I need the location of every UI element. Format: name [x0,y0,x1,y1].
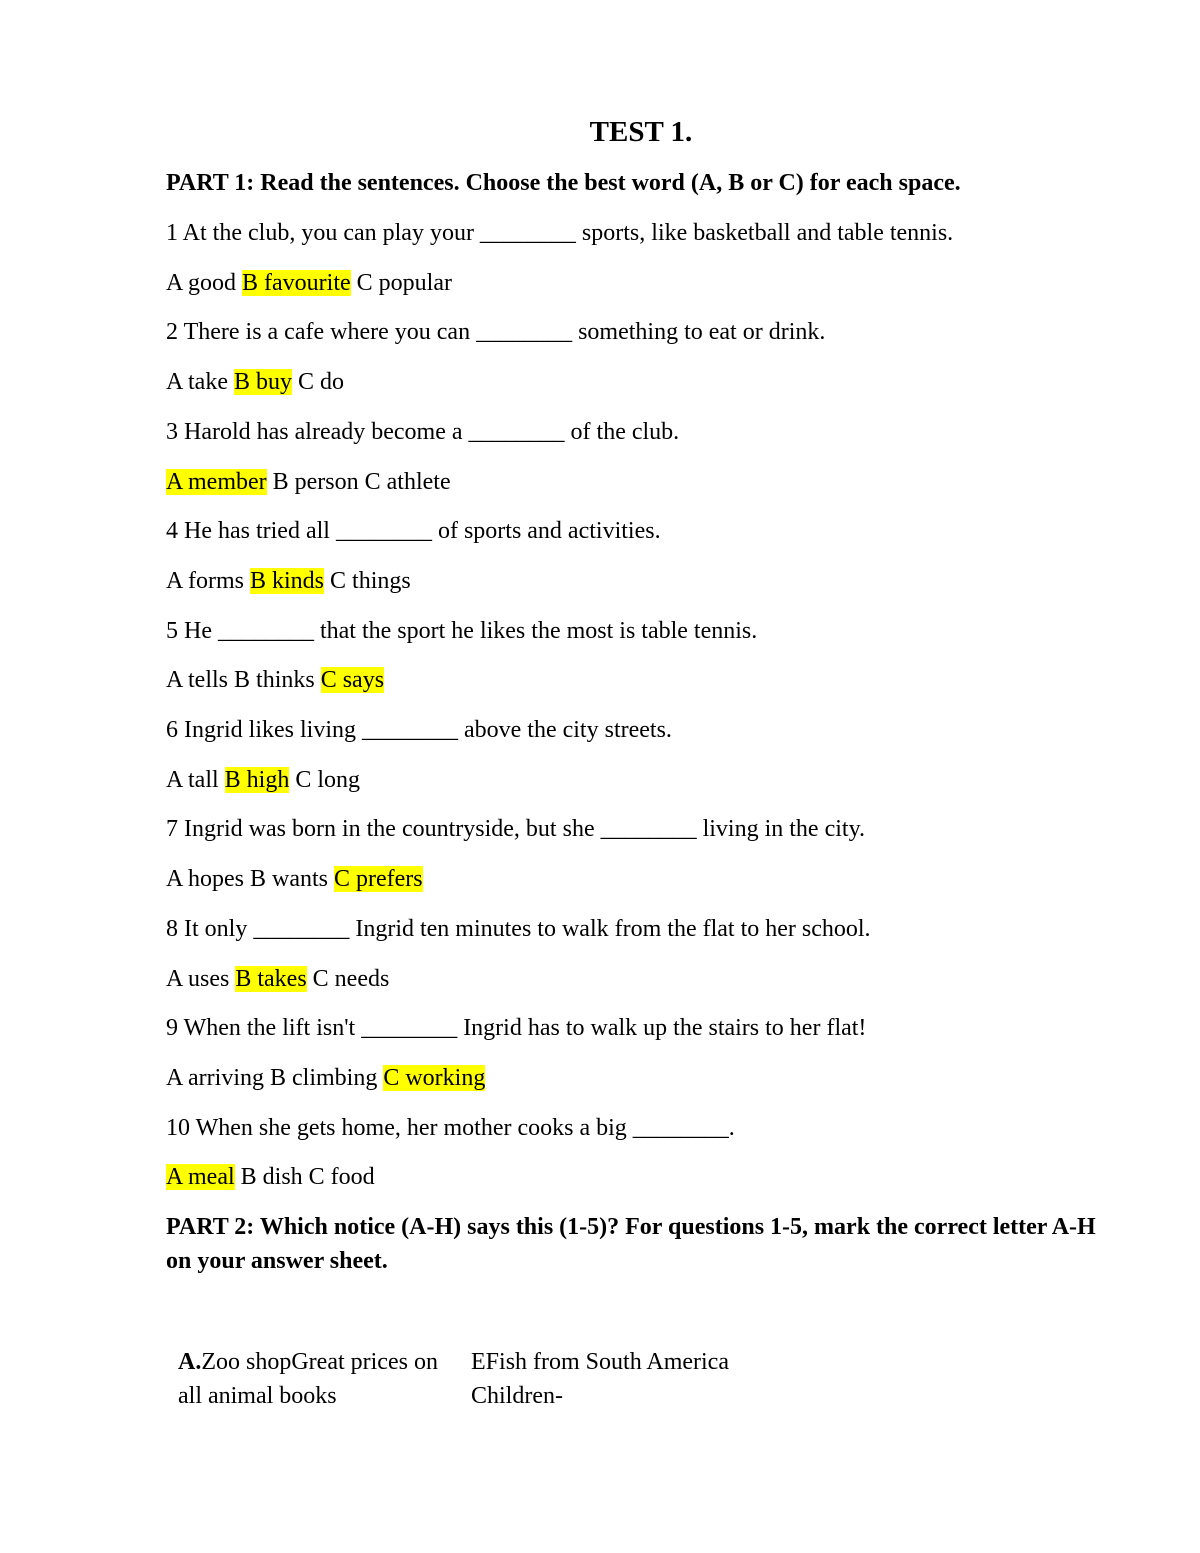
notice-text: Zoo shopGreat prices on all animal books [178,1349,438,1409]
answer-option-correct: A meal [166,1164,235,1191]
answer-option: C needs [312,965,390,992]
question-sentence: 8 It only ________ Ingrid ten minutes to walk from the flat to her school. [166,915,871,942]
question-sentence: 1 At the club, you can play your ________ sports, like basketball and table tennis. [166,220,954,246]
answer-option: C popular [356,269,452,296]
answer-option: C athlete [364,468,451,495]
answer-option-correct: B buy [233,369,292,396]
answer-option: A forms [166,567,244,594]
question-sentence: 10 When she gets home, her mother cooks a big ________. [166,1114,735,1141]
answer-option: C do [298,369,345,396]
answer-option: A arriving [166,1064,264,1091]
answer-option-correct: A member [166,468,267,495]
answer-option: B wants [250,866,328,893]
notice-e [471,1345,751,1413]
answer-options [166,1061,485,1095]
answer-option: C food [308,1164,375,1191]
answer-options [166,1160,375,1194]
answer-options [166,465,451,499]
question-sentence: 7 Ingrid was born in the countryside, but she ________ living in the city. [166,816,866,843]
question-sentence: 2 There is a cafe where you can ________ something to eat or drink. [166,319,826,346]
part2-instruction: PART 2: Which notice (A-H) says this (1-5)? For questions 1-5, mark the correct letter A-H on your answer sheet. [166,1214,1096,1274]
part1-instruction: PART 1: Read the sentences. Choose the best word (A, B or C) for each space. [166,170,961,196]
answer-option: A good [166,269,237,296]
notice-letter: E [471,1349,486,1375]
answer-options [166,564,411,598]
question-sentence: 5 He ________ that the sport he likes the most is table tennis. [166,617,758,644]
answer-option: B thinks [234,667,315,694]
answer-option: B person [272,468,359,495]
answer-option-correct: B kinds [250,567,325,594]
answer-option: B dish [240,1164,303,1191]
question-sentence: 9 When the lift isn't ________ Ingrid has to walk up the stairs to her flat! [166,1015,867,1042]
answer-option: A tells [166,667,229,694]
answer-option-correct: B takes [235,965,307,992]
notice-letter: A. [178,1349,202,1375]
answer-option: A hopes [166,866,244,893]
answer-options [166,763,360,797]
answer-option-correct: C working [383,1064,486,1091]
answer-option: B climbing [269,1064,378,1091]
test-title: TEST 1. [589,116,693,148]
answer-options [166,962,389,996]
answer-option: A uses [166,965,230,992]
answer-options [166,862,423,896]
answer-option-correct: B high [224,766,290,793]
question-sentence: 4 He has tried all ________ of sports and activities. [166,518,661,545]
question-sentence: 6 Ingrid likes living ________ above the city streets. [166,717,672,743]
answer-options [166,663,384,697]
notice-text: Fish from South America Children- [471,1349,729,1409]
answer-option: A take [166,369,228,396]
answer-options [166,365,344,399]
answer-option-correct: C prefers [334,866,423,893]
notice-a [178,1345,458,1413]
answer-option: C long [295,766,361,793]
answer-option: A tall [166,766,219,793]
answer-option: C things [330,567,411,594]
question-sentence: 3 Harold has already become a ________ of the club. [166,418,680,445]
answer-option-correct: B favourite [242,269,351,296]
answer-options [166,266,452,300]
answer-option-correct: C says [320,667,385,694]
